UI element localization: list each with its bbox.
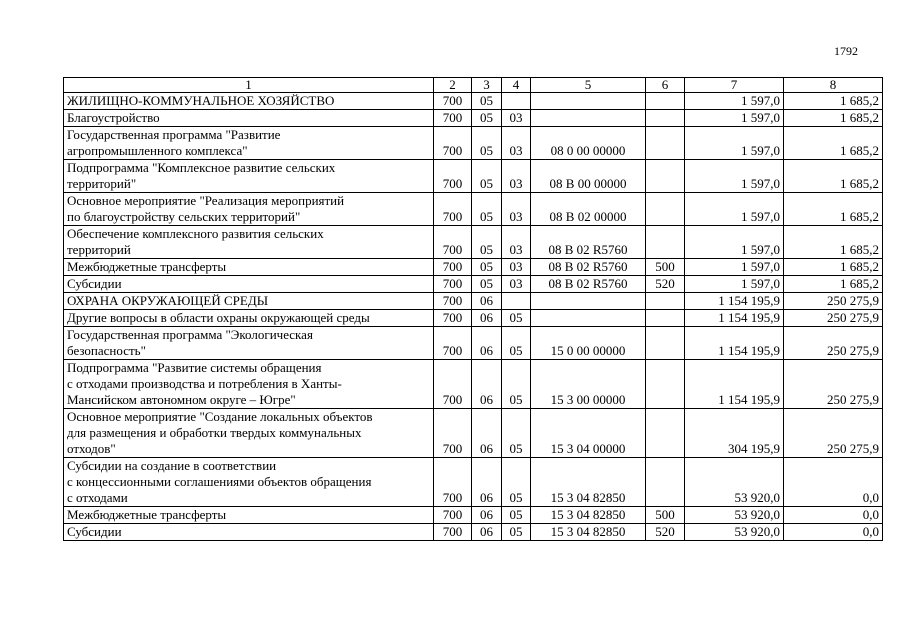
code-glava-cell: 700 — [434, 409, 472, 458]
code-glava-cell: 700 — [434, 259, 472, 276]
code-glava-cell: 700 — [434, 360, 472, 409]
code-razdel-cell: 06 — [472, 327, 502, 360]
row-name-cell: Подпрограмма "Комплексное развитие сельских территорий" — [64, 160, 434, 193]
amount-8-cell: 250 275,9 — [784, 310, 883, 327]
code-podrazdel-cell: 05 — [502, 524, 531, 541]
code-vid-cell: 520 — [646, 276, 685, 293]
table-row — [64, 293, 883, 310]
amount-8-cell: 1 685,2 — [784, 193, 883, 226]
row-name-cell: Другие вопросы в области охраны окружающей среды — [64, 310, 434, 327]
amount-7-cell: 1 597,0 — [685, 110, 784, 127]
amount-7-cell: 1 597,0 — [685, 93, 784, 110]
table-row — [64, 327, 883, 360]
code-target-cell: 08 В 02 R5760 — [531, 276, 646, 293]
code-razdel-cell: 05 — [472, 110, 502, 127]
code-razdel-cell: 06 — [472, 507, 502, 524]
row-name-cell: Государственная программа "Развитие агропромышленного комплекса" — [64, 127, 434, 160]
amount-7-cell: 1 597,0 — [685, 226, 784, 259]
row-name-cell: Субсидии на создание в соответствии с концессионными соглашениями объектов обращения с отходами — [64, 458, 434, 507]
code-vid-cell — [646, 409, 685, 458]
code-vid-cell — [646, 110, 685, 127]
row-name-cell: Субсидии — [64, 276, 434, 293]
amount-7-cell: 53 920,0 — [685, 524, 784, 541]
amount-7-cell: 1 597,0 — [685, 259, 784, 276]
column-header: 2 — [434, 78, 472, 93]
amount-8-cell: 250 275,9 — [784, 360, 883, 409]
code-podrazdel-cell: 03 — [502, 193, 531, 226]
code-razdel-cell: 06 — [472, 524, 502, 541]
amount-8-cell: 1 685,2 — [784, 93, 883, 110]
code-target-cell: 15 3 04 82850 — [531, 458, 646, 507]
code-vid-cell: 520 — [646, 524, 685, 541]
code-razdel-cell: 05 — [472, 193, 502, 226]
amount-7-cell: 1 154 195,9 — [685, 293, 784, 310]
code-razdel-cell: 06 — [472, 293, 502, 310]
amount-8-cell: 1 685,2 — [784, 226, 883, 259]
code-razdel-cell: 06 — [472, 458, 502, 507]
amount-7-cell: 1 154 195,9 — [685, 310, 784, 327]
code-podrazdel-cell: 03 — [502, 127, 531, 160]
table-row — [64, 110, 883, 127]
code-glava-cell: 700 — [434, 310, 472, 327]
code-razdel-cell: 05 — [472, 127, 502, 160]
amount-8-cell: 250 275,9 — [784, 409, 883, 458]
amount-7-cell: 1 597,0 — [685, 127, 784, 160]
table-row — [64, 524, 883, 541]
row-name-cell: Межбюджетные трансферты — [64, 259, 434, 276]
code-target-cell: 15 3 04 82850 — [531, 507, 646, 524]
code-vid-cell — [646, 458, 685, 507]
amount-7-cell: 1 597,0 — [685, 193, 784, 226]
code-podrazdel-cell: 05 — [502, 458, 531, 507]
row-name-cell: Обеспечение комплексного развития сельских территорий — [64, 226, 434, 259]
code-razdel-cell: 05 — [472, 276, 502, 293]
code-razdel-cell: 06 — [472, 409, 502, 458]
code-glava-cell: 700 — [434, 110, 472, 127]
table-row — [64, 409, 883, 458]
code-glava-cell: 700 — [434, 160, 472, 193]
code-vid-cell: 500 — [646, 259, 685, 276]
amount-8-cell: 1 685,2 — [784, 276, 883, 293]
code-glava-cell: 700 — [434, 276, 472, 293]
code-razdel-cell: 06 — [472, 310, 502, 327]
code-glava-cell: 700 — [434, 458, 472, 507]
code-target-cell: 08 В 00 00000 — [531, 160, 646, 193]
amount-8-cell: 250 275,9 — [784, 293, 883, 310]
code-podrazdel-cell — [502, 93, 531, 110]
code-podrazdel-cell: 05 — [502, 507, 531, 524]
code-glava-cell: 700 — [434, 226, 472, 259]
code-target-cell: 15 0 00 00000 — [531, 327, 646, 360]
amount-8-cell: 0,0 — [784, 458, 883, 507]
code-razdel-cell: 05 — [472, 226, 502, 259]
code-target-cell: 08 В 02 00000 — [531, 193, 646, 226]
code-target-cell: 08 0 00 00000 — [531, 127, 646, 160]
column-header: 6 — [646, 78, 685, 93]
code-glava-cell: 700 — [434, 93, 472, 110]
code-razdel-cell: 06 — [472, 360, 502, 409]
code-glava-cell: 700 — [434, 524, 472, 541]
table-row — [64, 360, 883, 409]
budget-table — [63, 77, 883, 541]
row-name-cell: Подпрограмма "Развитие системы обращения с отходами производства и потребления в Ханты- Мансийском автономном округе – Югре" — [64, 360, 434, 409]
code-target-cell: 08 В 02 R5760 — [531, 226, 646, 259]
code-glava-cell: 700 — [434, 293, 472, 310]
code-vid-cell — [646, 226, 685, 259]
row-name-cell: Благоустройство — [64, 110, 434, 127]
code-glava-cell: 700 — [434, 507, 472, 524]
column-header: 4 — [502, 78, 531, 93]
amount-7-cell: 1 597,0 — [685, 276, 784, 293]
row-name-cell: Основное мероприятие "Реализация мероприятий по благоустройству сельских территорий" — [64, 193, 434, 226]
code-podrazdel-cell — [502, 293, 531, 310]
amount-8-cell: 0,0 — [784, 507, 883, 524]
row-name-cell: Субсидии — [64, 524, 434, 541]
table-row — [64, 160, 883, 193]
table-row — [64, 310, 883, 327]
code-podrazdel-cell: 03 — [502, 276, 531, 293]
code-target-cell — [531, 93, 646, 110]
table-row — [64, 127, 883, 160]
code-glava-cell: 700 — [434, 127, 472, 160]
row-name-cell: ЖИЛИЩНО-КОММУНАЛЬНОЕ ХОЗЯЙСТВО — [64, 93, 434, 110]
code-podrazdel-cell: 03 — [502, 259, 531, 276]
code-target-cell: 15 3 04 82850 — [531, 524, 646, 541]
code-razdel-cell: 05 — [472, 93, 502, 110]
code-vid-cell — [646, 360, 685, 409]
table-row — [64, 276, 883, 293]
row-name-cell: Основное мероприятие "Создание локальных объектов для размещения и обработки твердых коммунальных отходов" — [64, 409, 434, 458]
code-target-cell: 08 В 02 R5760 — [531, 259, 646, 276]
code-razdel-cell: 05 — [472, 259, 502, 276]
table-row — [64, 93, 883, 110]
code-glava-cell: 700 — [434, 327, 472, 360]
code-podrazdel-cell: 03 — [502, 226, 531, 259]
row-name-cell: ОХРАНА ОКРУЖАЮЩЕЙ СРЕДЫ — [64, 293, 434, 310]
table-row — [64, 507, 883, 524]
amount-8-cell: 1 685,2 — [784, 110, 883, 127]
row-name-cell: Межбюджетные трансферты — [64, 507, 434, 524]
amount-8-cell: 1 685,2 — [784, 259, 883, 276]
table-row — [64, 226, 883, 259]
code-podrazdel-cell: 05 — [502, 310, 531, 327]
column-header: 3 — [472, 78, 502, 93]
code-target-cell — [531, 110, 646, 127]
code-vid-cell — [646, 160, 685, 193]
code-podrazdel-cell: 05 — [502, 327, 531, 360]
column-number-row — [64, 78, 883, 93]
table-row — [64, 458, 883, 507]
code-vid-cell — [646, 310, 685, 327]
code-podrazdel-cell: 05 — [502, 409, 531, 458]
table-row — [64, 193, 883, 226]
code-podrazdel-cell: 03 — [502, 160, 531, 193]
code-vid-cell — [646, 193, 685, 226]
column-header: 8 — [784, 78, 883, 93]
amount-7-cell: 53 920,0 — [685, 458, 784, 507]
amount-7-cell: 304 195,9 — [685, 409, 784, 458]
amount-7-cell: 53 920,0 — [685, 507, 784, 524]
amount-7-cell: 1 154 195,9 — [685, 327, 784, 360]
code-razdel-cell: 05 — [472, 160, 502, 193]
code-target-cell: 15 3 00 00000 — [531, 360, 646, 409]
code-vid-cell — [646, 327, 685, 360]
amount-8-cell: 250 275,9 — [784, 327, 883, 360]
table-row — [64, 259, 883, 276]
code-vid-cell — [646, 93, 685, 110]
code-podrazdel-cell: 05 — [502, 360, 531, 409]
code-vid-cell — [646, 127, 685, 160]
amount-8-cell: 1 685,2 — [784, 127, 883, 160]
column-header: 1 — [64, 78, 434, 93]
column-header: 7 — [685, 78, 784, 93]
code-vid-cell: 500 — [646, 507, 685, 524]
page-number: 1792 — [834, 44, 858, 58]
row-name-cell: Государственная программа "Экологическая безопасность" — [64, 327, 434, 360]
column-header: 5 — [531, 78, 646, 93]
code-podrazdel-cell: 03 — [502, 110, 531, 127]
amount-7-cell: 1 154 195,9 — [685, 360, 784, 409]
code-target-cell — [531, 310, 646, 327]
amount-8-cell: 1 685,2 — [784, 160, 883, 193]
amount-8-cell: 0,0 — [784, 524, 883, 541]
code-target-cell — [531, 293, 646, 310]
code-glava-cell: 700 — [434, 193, 472, 226]
amount-7-cell: 1 597,0 — [685, 160, 784, 193]
code-vid-cell — [646, 293, 685, 310]
code-target-cell: 15 3 04 00000 — [531, 409, 646, 458]
